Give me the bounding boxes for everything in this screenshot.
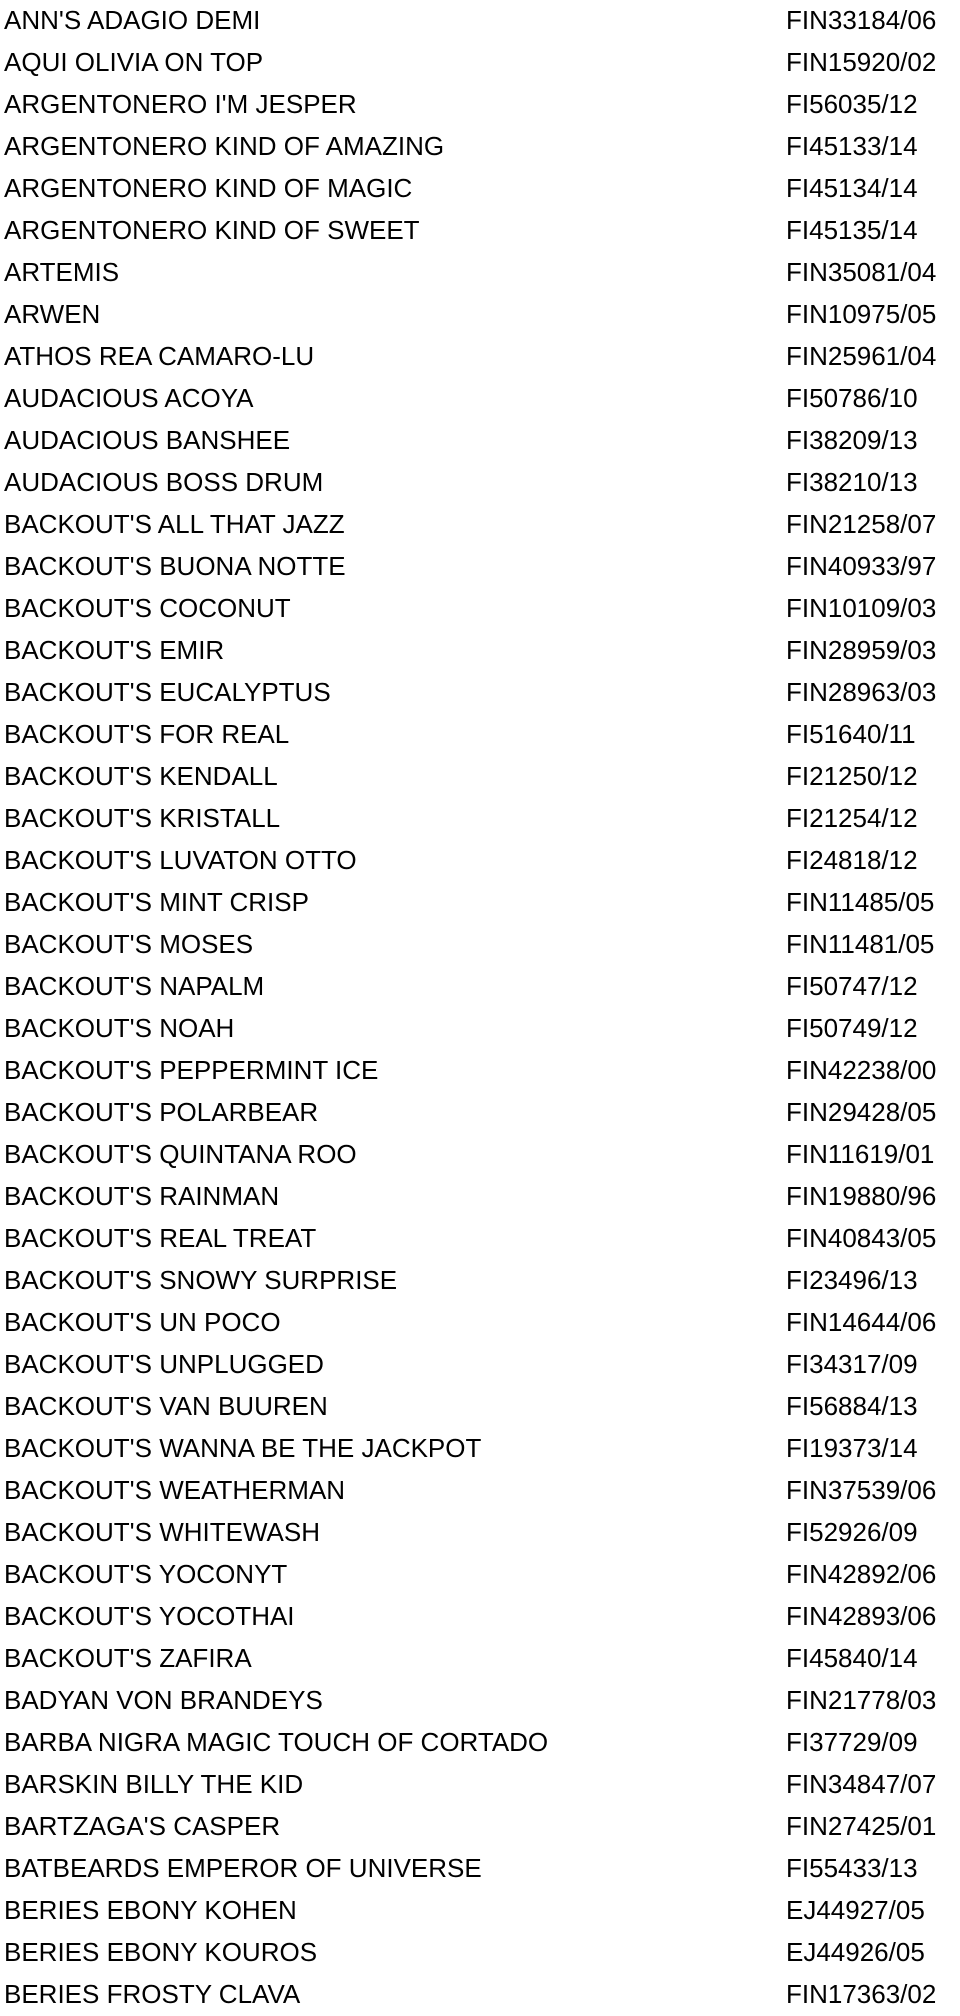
list-item — [0, 1260, 960, 1302]
dog-name: BACKOUT'S EMIR — [4, 635, 225, 665]
registration-number: EJ44927/05 — [786, 1895, 925, 1925]
registration-number: FI55433/13 — [786, 1853, 918, 1883]
list-item — [0, 1596, 960, 1638]
registration-number: FI56035/12 — [786, 89, 918, 119]
dog-name: BACKOUT'S LUVATON OTTO — [4, 845, 357, 875]
list-item — [0, 1428, 960, 1470]
dog-name: BACKOUT'S REAL TREAT — [4, 1223, 317, 1253]
list-item — [0, 1302, 960, 1344]
dog-name: ARGENTONERO KIND OF SWEET — [4, 215, 420, 245]
list-item — [0, 1386, 960, 1428]
list-item — [0, 42, 960, 84]
registration-number: FIN15920/02 — [786, 47, 937, 77]
list-item — [0, 672, 960, 714]
dog-name: BACKOUT'S COCONUT — [4, 593, 291, 623]
dog-name: BACKOUT'S NOAH — [4, 1013, 235, 1043]
registration-number: FI38210/13 — [786, 467, 918, 497]
list-item — [0, 714, 960, 756]
list-item — [0, 462, 960, 504]
registration-number: FIN27425/01 — [786, 1811, 937, 1841]
registration-number: FIN19880/96 — [786, 1181, 937, 1211]
registration-number: FI21254/12 — [786, 803, 918, 833]
registration-number: FI24818/12 — [786, 845, 918, 875]
dog-name: BARSKIN BILLY THE KID — [4, 1769, 304, 1799]
list-item — [0, 504, 960, 546]
registration-number: FIN25961/04 — [786, 341, 937, 371]
registration-number: FIN11485/05 — [786, 887, 935, 917]
dog-name: AUDACIOUS BANSHEE — [4, 425, 291, 455]
registration-number: FIN21778/03 — [786, 1685, 937, 1715]
list-item — [0, 420, 960, 462]
registration-number: FI38209/13 — [786, 425, 918, 455]
registration-number: FIN42238/00 — [786, 1055, 937, 1085]
dog-name: BATBEARDS EMPEROR OF UNIVERSE — [4, 1853, 482, 1883]
list-item — [0, 336, 960, 378]
registration-number: FI56884/13 — [786, 1391, 918, 1421]
dog-name: BACKOUT'S EUCALYPTUS — [4, 677, 331, 707]
dog-name: BACKOUT'S KENDALL — [4, 761, 278, 791]
dog-name: BARTZAGA'S CASPER — [4, 1811, 281, 1841]
list-item — [0, 1722, 960, 1764]
list-item — [0, 252, 960, 294]
list-item — [0, 840, 960, 882]
registration-number: FIN11619/01 — [786, 1139, 935, 1169]
registration-number: FI45135/14 — [786, 215, 918, 245]
list-item — [0, 1470, 960, 1512]
dog-name: BERIES FROSTY CLAVA — [4, 1979, 301, 2009]
dog-name: ATHOS REA CAMARO-LU — [4, 341, 315, 371]
registration-number: FI51640/11 — [786, 719, 916, 749]
dog-name: BACKOUT'S MINT CRISP — [4, 887, 309, 917]
registration-number: FI45133/14 — [786, 131, 918, 161]
list-item — [0, 1008, 960, 1050]
dog-name: BACKOUT'S KRISTALL — [4, 803, 281, 833]
dog-name: BACKOUT'S WANNA BE THE JACKPOT — [4, 1433, 482, 1463]
dog-name: BACKOUT'S RAINMAN — [4, 1181, 280, 1211]
dog-name: BACKOUT'S NAPALM — [4, 971, 265, 1001]
dog-name: BACKOUT'S WEATHERMAN — [4, 1475, 346, 1505]
list-item — [0, 1134, 960, 1176]
list-item — [0, 1050, 960, 1092]
dog-name: ARGENTONERO KIND OF MAGIC — [4, 173, 413, 203]
dog-name: ARGENTONERO KIND OF AMAZING — [4, 131, 445, 161]
list-item — [0, 798, 960, 840]
registration-number: FIN42893/06 — [786, 1601, 937, 1631]
dog-name: BACKOUT'S SNOWY SURPRISE — [4, 1265, 398, 1295]
dog-name: BADYAN VON BRANDEYS — [4, 1685, 323, 1715]
registration-number: FIN29428/05 — [786, 1097, 937, 1127]
registration-number: FI37729/09 — [786, 1727, 918, 1757]
registration-number: FI52926/09 — [786, 1517, 918, 1547]
list-item — [0, 882, 960, 924]
registration-number: FIN34847/07 — [786, 1769, 937, 1799]
registration-number: FIN33184/06 — [786, 5, 937, 35]
list-item — [0, 378, 960, 420]
list-item — [0, 0, 960, 42]
list-item — [0, 1554, 960, 1596]
dog-name: BACKOUT'S UNPLUGGED — [4, 1349, 324, 1379]
list-item — [0, 126, 960, 168]
list-item — [0, 1176, 960, 1218]
registration-number: FI23496/13 — [786, 1265, 918, 1295]
dog-name: BACKOUT'S MOSES — [4, 929, 254, 959]
list-item — [0, 210, 960, 252]
dog-name: BACKOUT'S FOR REAL — [4, 719, 290, 749]
list-item — [0, 1218, 960, 1260]
registration-number: FIN40933/97 — [786, 551, 937, 581]
list-item — [0, 1680, 960, 1722]
dog-name: BACKOUT'S UN POCO — [4, 1307, 281, 1337]
list-item — [0, 966, 960, 1008]
list-item — [0, 1890, 960, 1932]
list-item — [0, 294, 960, 336]
dog-name: AUDACIOUS BOSS DRUM — [4, 467, 324, 497]
dog-name: BACKOUT'S YOCOTHAI — [4, 1601, 295, 1631]
registration-number: FIN35081/04 — [786, 257, 937, 287]
registration-number: FIN42892/06 — [786, 1559, 937, 1589]
registration-number: FIN28963/03 — [786, 677, 937, 707]
registration-number: FIN11481/05 — [786, 929, 935, 959]
list-item — [0, 924, 960, 966]
dog-name: BACKOUT'S ZAFIRA — [4, 1643, 252, 1673]
list-item — [0, 546, 960, 588]
list-item — [0, 1806, 960, 1848]
list-item — [0, 1638, 960, 1680]
dog-name: AUDACIOUS ACOYA — [4, 383, 254, 413]
registration-number: FI50749/12 — [786, 1013, 918, 1043]
dog-name: BACKOUT'S PEPPERMINT ICE — [4, 1055, 379, 1085]
dog-name: BACKOUT'S WHITEWASH — [4, 1517, 321, 1547]
list-item — [0, 588, 960, 630]
registration-number: FIN17363/02 — [786, 1979, 937, 2009]
dog-name: BACKOUT'S ALL THAT JAZZ — [4, 509, 345, 539]
list-item — [0, 168, 960, 210]
registration-number: FI34317/09 — [786, 1349, 918, 1379]
dog-name: BACKOUT'S VAN BUUREN — [4, 1391, 328, 1421]
dog-name: ARTEMIS — [4, 257, 120, 287]
registration-number: FIN10975/05 — [786, 299, 937, 329]
registration-number: FIN40843/05 — [786, 1223, 937, 1253]
list-item — [0, 1932, 960, 1974]
dog-name: BARBA NIGRA MAGIC TOUCH OF CORTADO — [4, 1727, 549, 1757]
dog-name: ANN'S ADAGIO DEMI — [4, 5, 261, 35]
dog-name: BACKOUT'S POLARBEAR — [4, 1097, 319, 1127]
registration-number: FI19373/14 — [786, 1433, 918, 1463]
list-item — [0, 1512, 960, 1554]
dog-name: BACKOUT'S QUINTANA ROO — [4, 1139, 357, 1169]
list-item — [0, 84, 960, 126]
dog-name: ARWEN — [4, 299, 101, 329]
registration-number: FIN28959/03 — [786, 635, 937, 665]
dog-name: BACKOUT'S YOCONYT — [4, 1559, 288, 1589]
registration-number: FI50786/10 — [786, 383, 918, 413]
list-item — [0, 1974, 960, 2016]
list-item — [0, 756, 960, 798]
registration-number: FI21250/12 — [786, 761, 918, 791]
registration-number: FI50747/12 — [786, 971, 918, 1001]
list-item — [0, 1092, 960, 1134]
dog-name: BERIES EBONY KOUROS — [4, 1937, 318, 1967]
dog-name: ARGENTONERO I'M JESPER — [4, 89, 357, 119]
registration-number: FIN10109/03 — [786, 593, 937, 623]
list-item — [0, 630, 960, 672]
registration-number: FIN21258/07 — [786, 509, 937, 539]
dog-name: BACKOUT'S BUONA NOTTE — [4, 551, 346, 581]
list-item — [0, 1848, 960, 1890]
registration-number: EJ44926/05 — [786, 1937, 925, 1967]
list-item — [0, 1344, 960, 1386]
registration-number: FI45134/14 — [786, 173, 918, 203]
registration-number: FI45840/14 — [786, 1643, 918, 1673]
dog-name: BERIES EBONY KOHEN — [4, 1895, 297, 1925]
list-item — [0, 1764, 960, 1806]
dog-name: AQUI OLIVIA ON TOP — [4, 47, 264, 77]
registration-number: FIN14644/06 — [786, 1307, 937, 1337]
registration-number: FIN37539/06 — [786, 1475, 937, 1505]
